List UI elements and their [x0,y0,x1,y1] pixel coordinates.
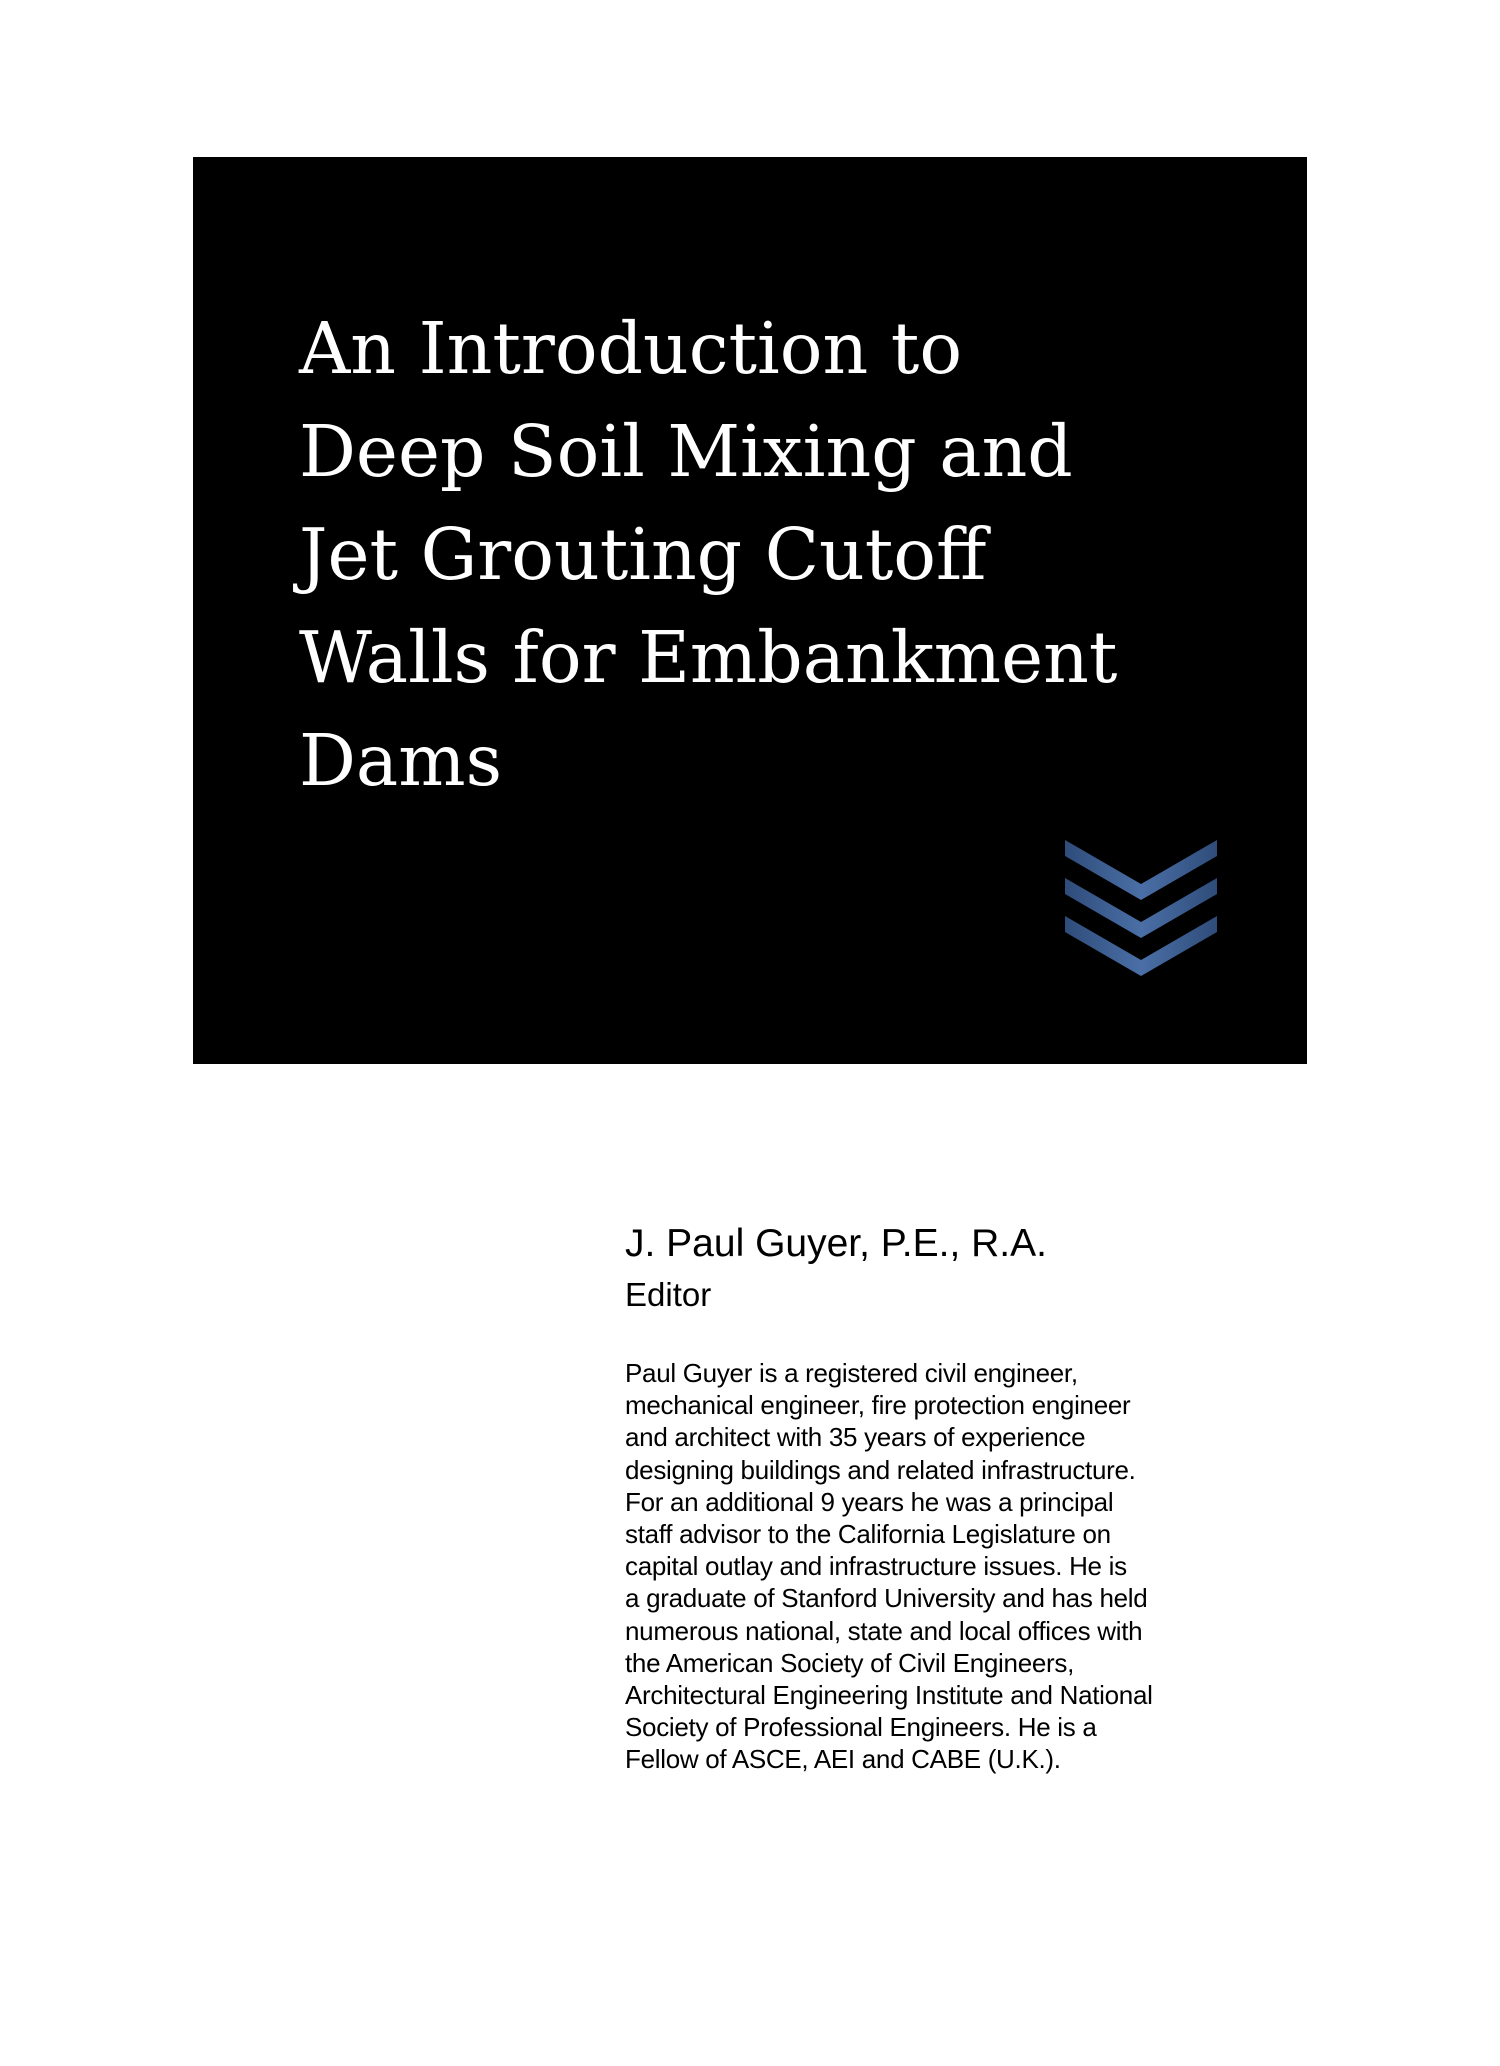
chevron-triple-down-icon [1065,840,1217,982]
bio-line: capital outlay and infrastructure issues. He is [625,1551,1127,1582]
cover-panel [193,157,1307,1064]
book-title [299,297,1199,812]
author-name: J. Paul Guyer, P.E., R.A. [625,1222,1047,1265]
bio-line: Architectural Engineering Institute and National [625,1680,1153,1711]
bio-line: Paul Guyer is a registered civil engineer, [625,1358,1078,1388]
bio-line: a graduate of Stanford University and has held [625,1583,1148,1614]
bio-line: designing buildings and related infrastructure. [625,1454,1136,1485]
bio-line: numerous national, state and local offices with [625,1615,1143,1646]
title-line: Jet Grouting Cutoff [299,513,987,596]
bio-line: Fellow of ASCE, AEI and CABE (U.K.). [625,1744,1061,1775]
title-line: Deep Soil Mixing and [299,410,1073,493]
title-line: Dams [299,719,503,802]
bio-line: For an additional 9 years he was a principal [625,1486,1114,1517]
chevron-1 [1065,840,1217,900]
bio-line: staff advisor to the California Legislature on [625,1519,1111,1550]
author-role: Editor [625,1276,712,1313]
author-block [625,1218,1305,1320]
bio-line: and architect with 35 years of experience [625,1422,1086,1453]
bio-line: Society of Professional Engineers. He is a [625,1712,1097,1743]
title-line: Walls for Embankment [299,616,1118,699]
title-line: An Introduction to [299,307,963,390]
author-bio [625,1357,1325,1776]
bio-line: mechanical engineer, fire protection engineer [625,1390,1131,1421]
bio-line: the American Society of Civil Engineers, [625,1647,1074,1678]
